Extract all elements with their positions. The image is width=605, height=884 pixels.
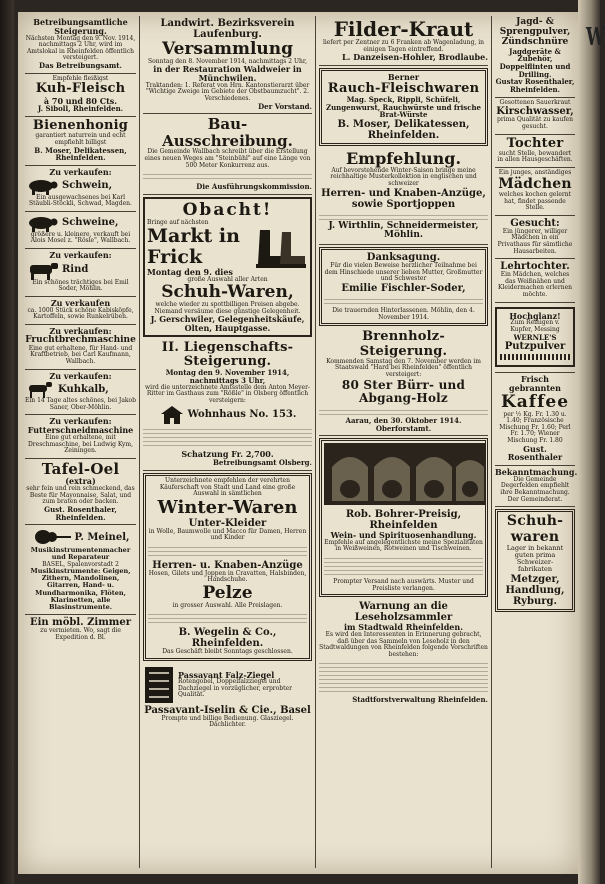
ad-head: Zu verkaufen:: [49, 416, 112, 427]
ad-body: Ein 14 Tage altes schönes, bei Jakob Saner, Ober-Möhlin.: [25, 397, 136, 411]
ad-title: Obacht!: [182, 199, 273, 220]
ad-body: Nächsten Montag den 9. Nov. 1914, nachmittags 2 Uhr, wird im Amtslokal in Rheinfelden öffentlich versteigert.: [25, 34, 136, 62]
book-spine: [0, 0, 14, 884]
ad-title: Gesucht:: [510, 217, 560, 229]
ad-signature: Stadtforstverwaltung Rheinfelden.: [352, 695, 488, 705]
ad-signature: Das Betreibungsamt.: [39, 60, 122, 70]
ad-body: sehr fein und rein schmeckend, das Beste für Mayonnaise, Salat, und zum braten oder backen.: [26, 485, 135, 506]
ad-body: liefert per Zentner zu 6 Franken ab Wagenladung, in einigen Tagen eintreffend.: [322, 39, 485, 53]
ad-body: Kommenden Samstag den 7. November werden im Staatswald "Hard bei Rheinfelden" öffentlich versteigert:: [326, 357, 481, 379]
ad-filderkraut: [319, 16, 488, 66]
ad-schweine: [25, 212, 136, 249]
ad-body: garantiert naturrein und echt empfiehlt billigst: [35, 132, 126, 146]
ad-body: Für die vielen Beweise herzlicher Teilnahme bei dem Hinschiede unserer lieben Mutter, Großmutter und Schwester: [324, 262, 483, 283]
ad-signature: J. Gerschwiler, Gelegenheitskäufe, Olten, Hauptgasse.: [150, 314, 305, 333]
ad-title: P. Meinel,: [74, 531, 130, 543]
ad-head: Empfehle fleißigst: [52, 74, 109, 82]
ad-body: größere u. kleinere, verkauft bei Alois Mosel z. "Rösle", Wallbach.: [30, 230, 131, 245]
ad-body: Eine gut erhaltene, für Hand- und Kraftbetrieb, bei Carl Kaufmann, Wallbach.: [28, 344, 133, 365]
ad-rauchfleisch: [319, 68, 488, 146]
ad-item: Wohnhaus No. 153.: [187, 408, 297, 420]
ad-tochter: [495, 135, 575, 168]
boots-illustration: [252, 226, 308, 270]
ad-title: Ein möbl. Zimmer: [29, 617, 132, 629]
ad-body: per ½ Kg. Fr. 1.30 u. 1.40; Französische Mischung Fr. 1.60; Perl Fr. 1.70; Wiener Mischung Fr. 1.80: [499, 410, 571, 444]
ad-body: in Wolle, Baumwolle und Macco für Damen, Herren und Kinder: [148, 527, 307, 542]
ad-head: Zu verkaufen:: [49, 166, 112, 177]
ad-body: Es wird den Interessenten in Erinnerung gebracht, daß über das Sammeln von Leseholz in den Stadtwaldungen von Rheinfelden folgende Vorschriften bestehen:: [319, 630, 488, 658]
ad-lehrtochter: [495, 259, 575, 302]
ad-subtitle: Jagdgeräte & Zubehör, Doppelflinten und Drilling.: [499, 46, 571, 79]
ad-body: wird die unterzeichnete Amtsstelle dem Anton Meyer-Ritter im Gasthaus zum "Rößle" in Olsberg öffentlich versteigern:: [145, 383, 310, 404]
ad-gesucht: [495, 216, 575, 259]
ad-title: Rauch-Fleischwaren: [327, 80, 480, 96]
ad-bekanntmachung: [495, 466, 578, 507]
ad-signature: Gustav Rosenthaler, Rheinfelden.: [495, 77, 575, 95]
ad-bauausschreibung: [143, 114, 312, 194]
ad-sprengpulver: [495, 16, 575, 98]
next-page-peek: W: [586, 22, 605, 51]
ad-title: Lehrtochter.: [500, 261, 570, 273]
ad-bienenhonig: [25, 117, 136, 166]
violin-icon: [32, 527, 72, 547]
ad-title: Versammlung: [161, 39, 294, 59]
ad-body: Empfehle auf angelegentlichste meine Spezialitäten in Weißweinen, Rotweinen und Tischweinen.: [324, 538, 483, 553]
ad-kuhfleisch: [25, 74, 136, 117]
ad-date: Montag den 9. dies: [147, 266, 233, 277]
ad-body: zu vermieten. Wo, sagt die Expedition d. Bl.: [40, 627, 121, 641]
ad-title: Schwein,: [62, 180, 113, 192]
roof-tile-illustration: [143, 665, 175, 705]
ad-kirschwasser: [495, 98, 575, 135]
ad-body-2: Hosen, Gilets und Joppen in Cravatten, Halsbinden, Handschuhe.: [148, 569, 307, 584]
ad-liegenschaft: [143, 339, 312, 471]
wine-cellar-illustration: [324, 443, 486, 505]
ad-place: in der Restauration Waldweier in Münchwilen.: [153, 64, 302, 84]
column-4: [492, 16, 578, 868]
ad-body: Ein ausgewachsenes bei Karl Stäubli-Stöckli, Schwad, Magden.: [29, 193, 132, 208]
ad-title: Mädchen: [498, 175, 572, 192]
ad-title: Jagd- & Sprengpulver, Zündschnüre: [499, 17, 571, 47]
ad-signature: Prompter Versand nach auswärts. Muster und Preisliste verlangen.: [333, 577, 474, 592]
ad-brennholz: [319, 328, 488, 436]
ad-body: Ein jüngerer, williger Mädchen in ein Privathaus für sämtliche Hausarbeiten.: [497, 227, 573, 255]
ad-head: Hochglanz!: [509, 310, 561, 321]
ad-subtitle: Zum Reinigen v. Kupfer, Messing: [510, 319, 560, 333]
ad-signature: Metzger, Handlung, Ryburg.: [505, 573, 565, 607]
ad-intro: Unterzeichnete empfehlen der verehrten Käuferschaft von Stadt und Land eine große Auswahl in sämtlichen: [159, 476, 296, 498]
ad-body: welches kochen gelernt hat, findet passende Stelle.: [498, 191, 572, 212]
ad-head: Gesottenen Sauerkraut: [499, 98, 571, 106]
ad-signature: Betreibungsamt Olsberg.: [213, 458, 312, 468]
ad-subtitle: Musikinstrumentenmacher und Reparateur: [30, 546, 131, 562]
ad-date: Sonntag den 8. November 1914, nachmittags 2 Uhr,: [148, 57, 307, 65]
ad-title: Futterschneidmaschine: [27, 425, 134, 436]
ad-footer: Prompte und billige Bedienung. Glasziegel. Dachlichter.: [161, 714, 294, 729]
ad-body: Musikinstrumente: Geigen, Zithern, Mandolinen, Gitarren, Hand- u. Mundharmonika, Flöten, Klarinetten, alle Blasinstrumente.: [30, 567, 131, 611]
house-icon: [159, 404, 185, 424]
ad-price: Schatzung Fr. 2,700.: [181, 449, 274, 460]
ad-title: Kirschwasser,: [496, 106, 574, 118]
ad-warnung: [319, 599, 488, 707]
newspaper-page: [18, 12, 578, 874]
ad-maedchen: [495, 168, 575, 216]
ad-signature: Gust. Rosenthaler: [507, 443, 563, 463]
column-2: [140, 16, 316, 868]
cow-icon: [25, 260, 59, 280]
ad-kaffee: [495, 373, 575, 466]
ad-signature: J. Siboll, Rheinfelden.: [37, 104, 124, 114]
ad-body: prima Qualität zu kaufen gesucht.: [497, 116, 573, 130]
ad-head: Frisch gebrannten: [509, 374, 561, 394]
ad-title: Kuhkalb,: [58, 383, 109, 395]
ad-schwein: [25, 166, 136, 212]
column-1: [22, 16, 140, 868]
ad-title: Rind: [62, 264, 89, 276]
page-stack-edge: [578, 0, 600, 884]
pig-icon: [25, 177, 59, 195]
ad-schuhwaren: [495, 509, 575, 611]
ad-middle: große Auswahl aller Arten: [187, 275, 268, 283]
ad-head: Zu verkaufen:: [49, 326, 112, 337]
ad-putzpulver: [495, 303, 575, 374]
ad-subtitle: Herren- und Knaben-Anzüge, sowie Sportjoppen: [321, 187, 486, 210]
ad-address: BASEL, Spalenvorstadt 2: [42, 560, 119, 568]
ad-title: Warnung an die Leseholzsammler: [354, 601, 453, 624]
ad-signature: Aarau, den 30. Oktober 1914. Oberforstamt.: [345, 416, 462, 433]
ad-zimmer: [25, 615, 136, 644]
ad-danksagung: [319, 247, 488, 326]
ad-title: Putzpulver: [504, 341, 566, 353]
ad-title: Tafel-Oel: [41, 459, 120, 478]
ad-bohrer: [319, 438, 488, 597]
ad-signature: B. Moser, Delikatessen, Rheinfelden.: [337, 119, 470, 142]
ad-subtitle: Wein- und Spirituosenhandlung.: [330, 529, 477, 540]
ad-head: Ein junges, anständiges: [498, 169, 572, 177]
ad-body: Lager in bekannt guten prima Schweizer-fabrikaten: [506, 544, 564, 574]
ad-body: Rotengobel, Doppelfalzziegel und Dachziegel in vorzüglicher, erprobter Qualität.: [178, 678, 292, 699]
ad-kuhkalb: [25, 370, 136, 416]
ad-signature: Der Vorstand.: [258, 101, 312, 111]
ad-title: Schweine,: [62, 217, 119, 229]
ad-body: sucht Stelle, bewandert in allen Hausgeschäften.: [497, 149, 573, 164]
ad-headline: Markt in Frick: [147, 225, 240, 268]
column-3: [316, 16, 492, 868]
ad-rind: [25, 249, 136, 297]
ad-title: Betreibungsamtliche Steigerung.: [33, 17, 128, 36]
ad-versammlung: [143, 16, 312, 114]
ad-title: Bau-Ausschreibung.: [162, 115, 293, 150]
ad-head: Zu verkaufen:: [49, 250, 112, 261]
ad-futterschneid: [25, 415, 136, 458]
ad-body: Auf bevorstehende Winter-Saison bringe meine reichhaltige Musterkollektion in englischen und schweizer: [330, 166, 477, 187]
ad-body: welche wieder zu spottbilligen Preisen abgebe. Niemand versäume diese günstige Gelegenheit.: [154, 300, 301, 315]
ad-product: Schuh-Waren,: [161, 282, 294, 303]
ad-signature: Die Ausführungskommission.: [196, 182, 312, 192]
ad-signature: Gust. Rosenthaler, Rheinfelden.: [44, 504, 117, 522]
ad-price: à 70 und 80 Cts.: [43, 95, 118, 106]
ad-footer: Das Geschäft bleibt Sonntags geschlossen.: [162, 648, 293, 656]
ad-title: Brennholz-Steigerung.: [359, 329, 448, 359]
ad-title: Winter-Waren: [157, 496, 298, 518]
ad-body: Die Gemeinde Wallbach schreibt über die Erstellung eines neuen Weges am "Steinbühl" auf eine Länge von 500 Meter Konkurrenz aus.: [144, 148, 311, 169]
ad-subtitle: Unter-Kleider: [188, 517, 267, 529]
ad-subtitle: im Stadtwald Rheinfelden.: [344, 622, 463, 633]
ad-signature: B. Wegelin & Co., Rheinfelden.: [178, 627, 277, 650]
ad-body: ca. 1000 Stück schöne Kabisköpfe, Kartoffeln, sowie Runkelrüben.: [27, 306, 134, 321]
ad-kabis: [25, 297, 136, 325]
ad-head: Zu verkaufen: [50, 298, 111, 309]
ad-title: Bekanntmachung.: [495, 467, 578, 478]
ad-signature: Passavant-Iselin & Cie., Basel: [144, 704, 311, 716]
ad-name: Emilie Fischler-Soder,: [341, 283, 466, 295]
ad-signature: L. Danzeisen-Hohler, Brodlaube.: [342, 52, 488, 63]
ad-title: II. Liegenschafts-Steigerung.: [161, 339, 294, 370]
calf-icon: [25, 380, 55, 398]
ad-title: Tochter: [506, 135, 564, 151]
ad-headline: 80 Ster Bürr- und Abgang-Holz: [341, 377, 466, 405]
ad-body: Eine gut erhaltene, mit Dreschmaschine, bei Ludwig Kym, Zeiningen.: [27, 434, 134, 455]
ad-head: Landwirt. Bezirksverein Laufenburg.: [160, 18, 295, 40]
pig-icon: [25, 214, 59, 232]
ad-tafeloel: [25, 459, 136, 525]
ad-fruchtbrechmaschine: [25, 325, 136, 369]
ad-subtitle-3: Pelze: [202, 582, 253, 603]
ad-title: Kuh-Fleisch: [35, 81, 126, 97]
ad-body: Ein Mädchen, welches das Weißnähen und Kleidermachen erlernen möchte.: [498, 271, 572, 298]
ad-passavant: [143, 663, 312, 732]
ad-title: Danksagung.: [366, 252, 441, 264]
ad-date: Montag den 9. November 1914, nachmittags 3 Uhr,: [165, 368, 290, 386]
ad-signature: Die trauernden Hinterlassenen. Möhlin, den 4. November 1914.: [332, 307, 475, 321]
ad-body: Mag. Speck, Rippli, Schüfeli, Zungenwurst, Rauchwürste und frische Brat-Würste: [325, 95, 481, 120]
ad-title: Passavant Falz-Ziegel: [178, 669, 275, 680]
ad-winterwaren: [143, 473, 312, 661]
ad-body: Traktanden: 1. Referat von Hrn. Kantonstierarzt über "Wichtige Zweige im Gebiete der Obstbaumzucht". 2. Verschiedenes.: [145, 81, 310, 103]
ad-title: Empfehlung.: [345, 149, 462, 169]
ad-brand: WERNLE'S: [513, 332, 557, 342]
ad-obacht: [143, 197, 312, 337]
ad-meinel: [25, 525, 136, 615]
ad-title: Rob. Bohrer-Preisig, Rheinfelden: [345, 508, 462, 531]
ad-head: Zu verkaufen:: [49, 370, 112, 381]
ad-empfehlung: [319, 148, 488, 245]
ad-body-3: in grosser Auswahl. Alle Preislagen.: [172, 601, 283, 609]
ad-body: Ein schönes trächtiges bei Emil Soder, Möhlin.: [32, 278, 129, 293]
ad-title: Kaffee: [500, 391, 570, 412]
ad-subtitle: (extra): [65, 476, 96, 487]
ad-signature: Der Gemeinderat.: [507, 495, 563, 503]
ad-title: Fruchtbrechmaschine: [25, 334, 136, 345]
ad-title: Schuh-waren: [506, 513, 564, 545]
ad-title: Bienenhonig: [32, 118, 129, 134]
ad-signature: J. Wirthlin, Schneidermeister, Möhlin.: [328, 220, 479, 241]
ad-head: Berner: [387, 71, 420, 82]
ad-subtitle: Bringe auf nächsten: [147, 218, 209, 226]
ad-title: Filder-Kraut: [333, 17, 474, 41]
ad-betreibung: [25, 16, 136, 74]
ad-signature: B. Moser, Delikatessen, Rheinfelden.: [34, 145, 127, 163]
ad-subtitle-2: Herren- u. Knaben-Anzüge: [152, 559, 303, 571]
ad-body: Die Gemeinde Degerfelden empfiehlt ihre Bekanntmachung.: [500, 475, 570, 497]
